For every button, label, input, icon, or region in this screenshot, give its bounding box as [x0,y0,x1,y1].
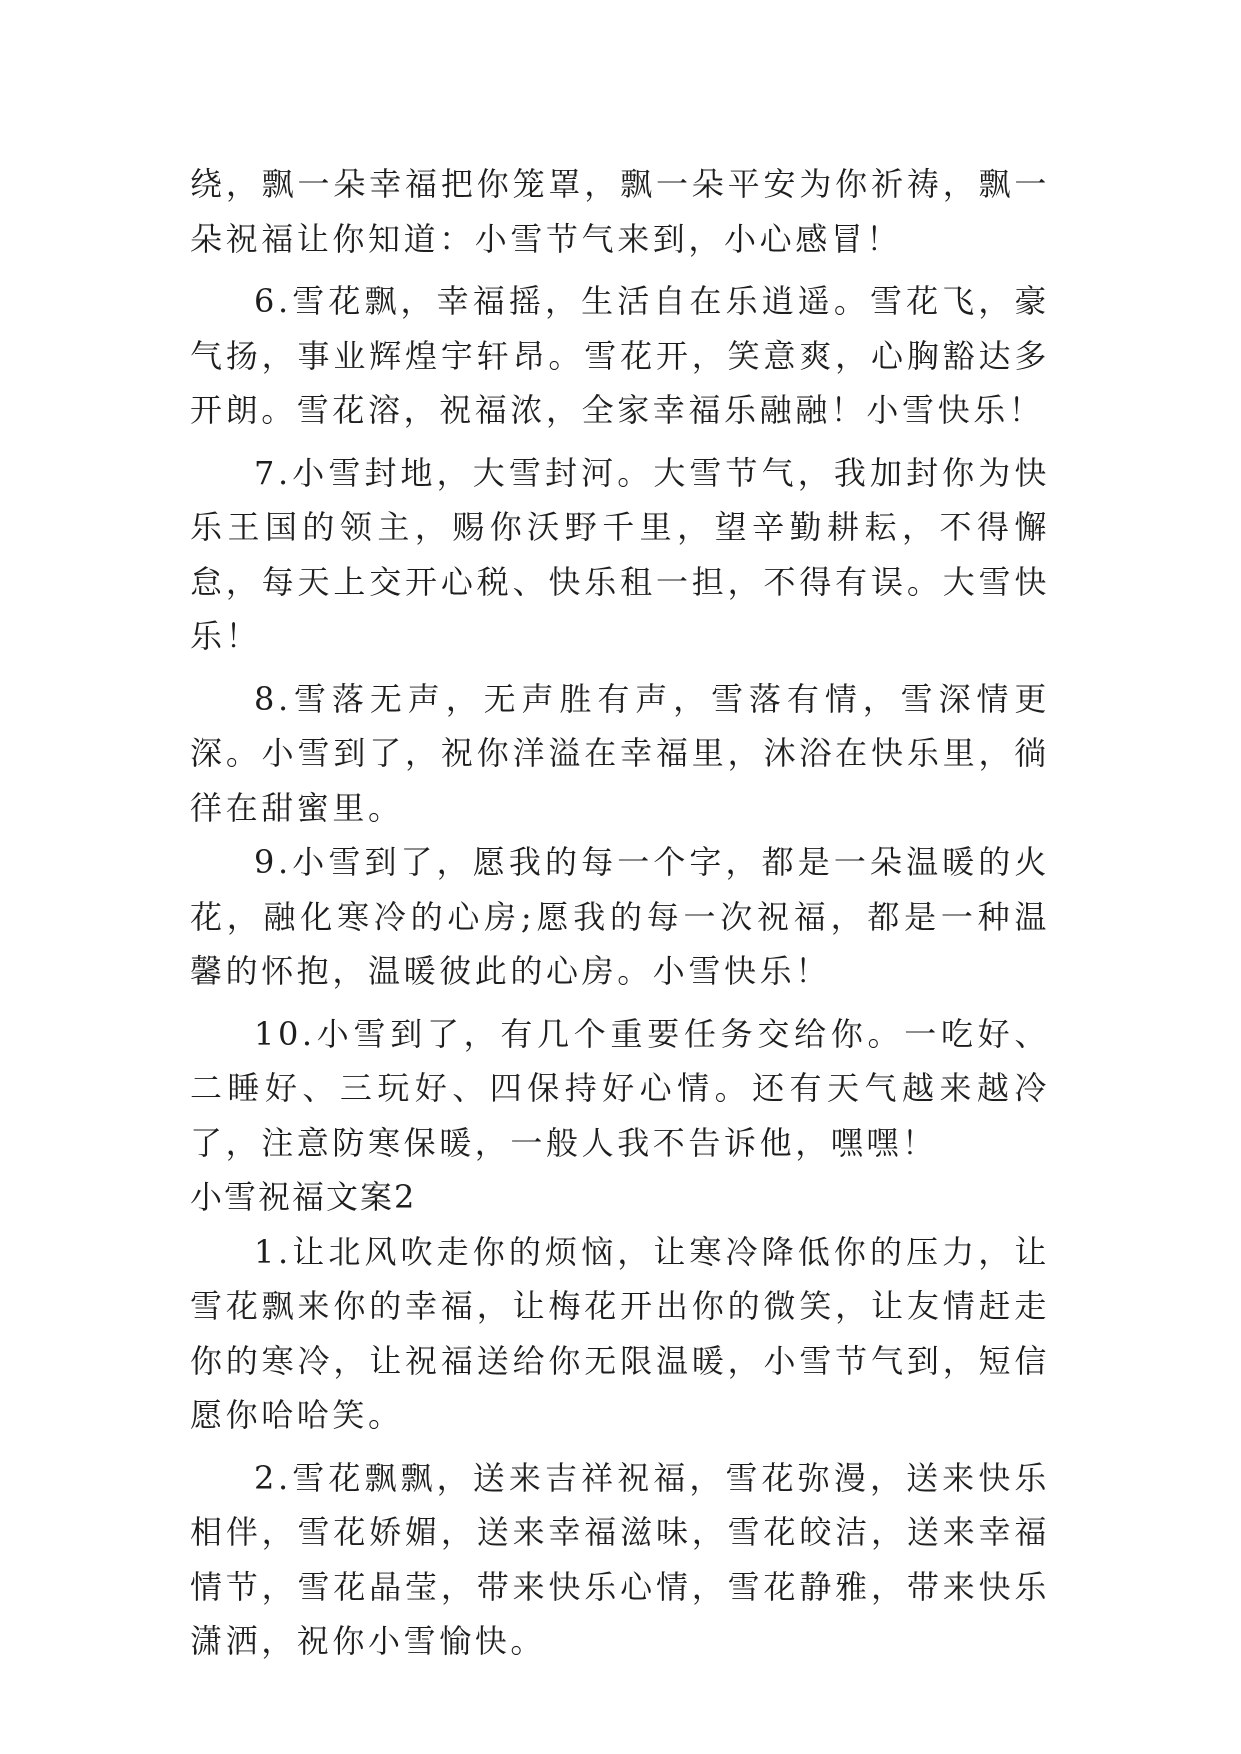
paragraph-item-2: 2.雪花飘飘，送来吉祥祝福，雪花弥漫，送来快乐相伴，雪花娇媚，送来幸福滋味，雪花皎洁，送来幸福情节，雪花晶莹，带来快乐心情，雪花静雅，带来快乐潇洒，祝你小雪愉快。 [190,1458,1050,1660]
paragraph-item-6: 6.雪花飘，幸福摇，生活自在乐逍遥。雪花飞，豪气扬，事业辉煌宇轩昂。雪花开，笑意爽，心胸豁达多开朗。雪花溶，祝福浓，全家幸福乐融融！小雪快乐！ [190,282,1050,429]
document-body [190,157,1050,1669]
paragraph-item-7: 7.小雪封地，大雪封河。大雪节气，我加封你为快乐王国的领主，赐你沃野千里，望辛勤耕耘，不得懈怠，每天上交开心税、快乐租一担，不得有误。大雪快乐！ [190,453,1050,655]
paragraph-item-9: 9.小雪到了，愿我的每一个字，都是一朵温暖的火花，融化寒冷的心房;愿我的每一次祝福，都是一种温馨的怀抱，温暖彼此的心房。小雪快乐！ [190,843,1050,990]
paragraph-continuation: 绕，飘一朵幸福把你笼罩，飘一朵平安为你祈祷，飘一朵祝福让你知道：小雪节气来到，小心感冒！ [190,165,1050,258]
paragraph-item-10: 10.小雪到了，有几个重要任务交给你。一吃好、二睡好、三玩好、四保持好心情。还有天气越来越冷了，注意防寒保暖，一般人我不告诉他，嘿嘿！ [190,1014,1050,1162]
section-heading: 小雪祝福文案2 [190,1178,417,1216]
paragraph-item-1: 1.让北风吹走你的烦恼，让寒冷降低你的压力，让雪花飘来你的幸福，让梅花开出你的微笑，让友情赶走你的寒冷，让祝福送给你无限温暖，小雪节气到，短信愿你哈哈笑。 [190,1232,1050,1434]
paragraph-item-8: 8.雪落无声，无声胜有声，雪落有情，雪深情更深。小雪到了，祝你洋溢在幸福里，沐浴在快乐里，徜徉在甜蜜里。 [190,679,1050,827]
